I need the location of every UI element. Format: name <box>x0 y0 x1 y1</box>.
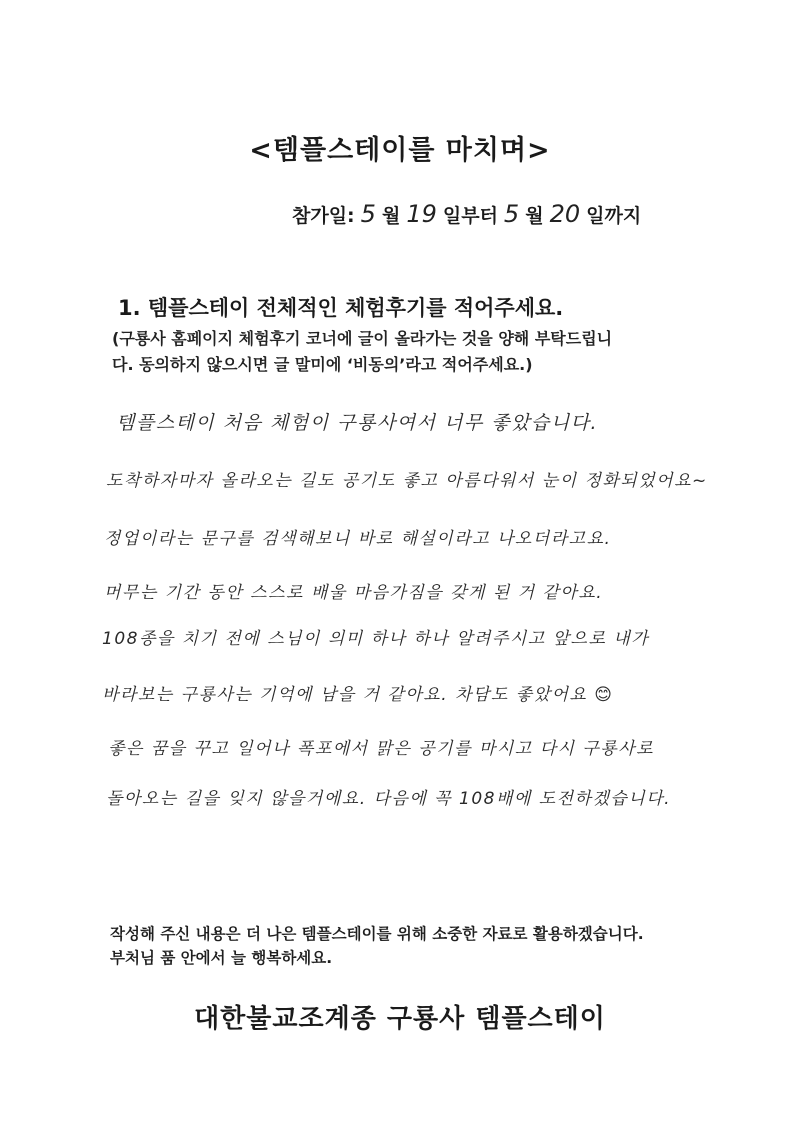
closing-line: 부처님 품 안에서 늘 행복하세요. <box>110 949 333 967</box>
page-title: <템플스테이를 마치며> <box>249 135 551 166</box>
participation-dates <box>292 200 641 228</box>
closing-message <box>110 922 710 970</box>
note-line: 다. 동의하지 않으시면 글 말미에 ‘비동의’라고 적어주세요.) <box>112 355 533 374</box>
organization-name: 대한불교조계종 구룡사 템플스테이 <box>194 1004 606 1034</box>
month-unit-1: 월 <box>381 205 401 227</box>
start-day: 19 <box>406 200 437 228</box>
end-day: 20 <box>549 200 581 228</box>
participation-label: 참가일: <box>292 205 355 227</box>
review-line: 도착하자마자 올라오는 길도 공기도 좋고 아름다워서 눈이 정화되었어요~ <box>106 471 708 491</box>
closing-line: 작성해 주신 내용은 더 나은 템플스테이를 위해 소중한 자료로 활용하겠습니다. <box>110 925 644 943</box>
start-suffix: 일부터 <box>442 205 498 227</box>
review-line: 템플스테이 처음 체험이 구룡사여서 너무 좋았습니다. <box>116 412 599 434</box>
note-line: (구룡사 홈페이지 체험후기 코너에 글이 올라가는 것을 양해 부탁드립니 <box>112 329 613 348</box>
review-line: 정업이라는 문구를 검색해보니 바로 해설이라고 나오더라고요. <box>104 529 612 549</box>
review-line: 바라보는 구룡사는 기억에 남을 거 같아요. 차담도 좋았어요 😊 <box>102 685 614 705</box>
end-suffix: 일까지 <box>586 205 642 227</box>
end-month: 5 <box>503 200 520 228</box>
review-line: 108종을 치기 전에 스님이 의미 하나 하나 알려주시고 앞으로 내가 <box>102 629 650 649</box>
review-line: 좋은 꿈을 꾸고 일어나 폭포에서 맑은 공기를 마시고 다시 구룡사로 <box>108 739 655 759</box>
start-month: 5 <box>360 200 376 228</box>
month-unit-2: 월 <box>525 205 544 227</box>
consent-note <box>112 326 712 378</box>
review-line: 머무는 기간 동안 스스로 배울 마음가짐을 갖게 된 거 같아요. <box>104 583 604 603</box>
section-heading: 1. 템플스테이 전체적인 체험후기를 적어주세요. <box>118 296 564 320</box>
review-line: 돌아오는 길을 잊지 않을거에요. 다음에 꼭 108배에 도전하겠습니다. <box>106 789 672 809</box>
